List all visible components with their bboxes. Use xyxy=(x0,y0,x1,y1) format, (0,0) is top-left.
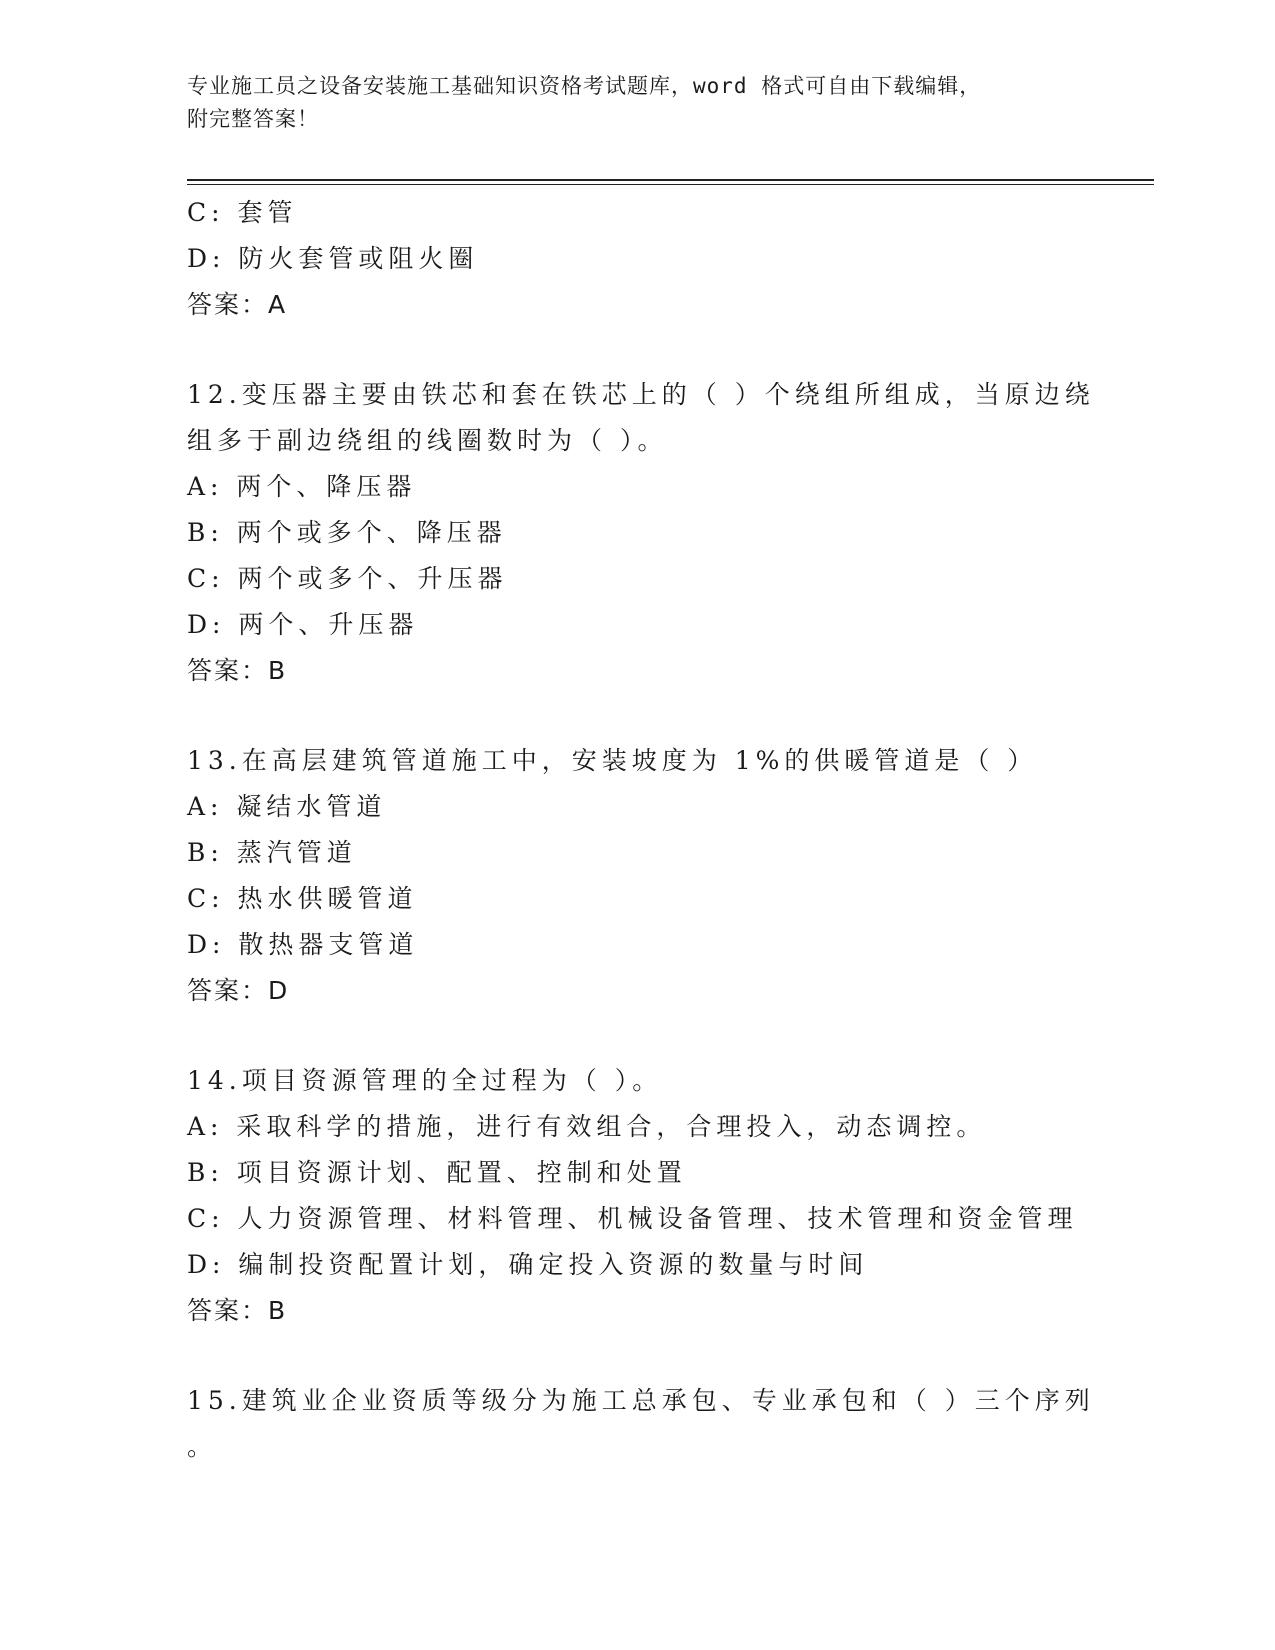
question-stem: 组多于副边绕组的线圈数时为（ ）。 xyxy=(187,426,668,455)
question-stem: 15.建筑业企业资质等级分为施工总承包、专业承包和（ ）三个序列 xyxy=(187,1386,1095,1415)
header-line-1: 专业施工员之设备安装施工基础知识资格考试题库，word 格式可自由下载编辑， xyxy=(187,74,982,98)
header-divider-thick xyxy=(187,179,1154,181)
option-b: B: 两个或多个、降压器 xyxy=(187,518,507,547)
option-a: A: 两个、降压器 xyxy=(187,472,417,501)
option-c: C: 两个或多个、升压器 xyxy=(187,564,508,593)
question-14 xyxy=(187,1058,1127,1334)
option-a: A: 凝结水管道 xyxy=(187,792,387,821)
option-d: D: 散热器支管道 xyxy=(187,930,419,959)
option-c: C: 热水供暖管道 xyxy=(187,884,418,913)
answer-line: 答案：B xyxy=(187,1296,288,1325)
option-c: C: 套管 xyxy=(187,198,298,227)
option-d: D: 编制投资配置计划，确定投入资源的数量与时间 xyxy=(187,1250,869,1279)
answer-line: 答案：A xyxy=(187,290,288,319)
answer-line: 答案：B xyxy=(187,656,288,685)
option-d: D: 两个、升压器 xyxy=(187,610,419,639)
question-stem: 。 xyxy=(187,1432,218,1461)
option-a: A: 采取科学的措施，进行有效组合，合理投入，动态调控。 xyxy=(187,1112,987,1141)
question-stem: 14.项目资源管理的全过程为（ ）。 xyxy=(187,1066,663,1095)
option-b: B: 蒸汽管道 xyxy=(187,838,357,867)
question-stem: 12.变压器主要由铁芯和套在铁芯上的（ ）个绕组所组成，当原边绕 xyxy=(187,380,1095,409)
answer-line: 答案：D xyxy=(187,976,290,1005)
question-13 xyxy=(187,738,1127,1014)
question-11-partial xyxy=(187,190,1127,328)
header-line-2: 附完整答案！ xyxy=(187,107,319,131)
question-stem: 13.在高层建筑管道施工中，安装坡度为 1%的供暖管道是（ ） xyxy=(187,746,1038,775)
option-c: C: 人力资源管理、材料管理、机械设备管理、技术管理和资金管理 xyxy=(187,1204,1078,1233)
header-divider-thin xyxy=(187,184,1154,185)
question-list xyxy=(187,190,1127,1470)
document-header xyxy=(187,70,1067,136)
option-d: D: 防火套管或阻火圈 xyxy=(187,244,479,273)
question-15 xyxy=(187,1378,1127,1470)
question-12 xyxy=(187,372,1127,694)
option-b: B: 项目资源计划、配置、控制和处置 xyxy=(187,1158,687,1187)
